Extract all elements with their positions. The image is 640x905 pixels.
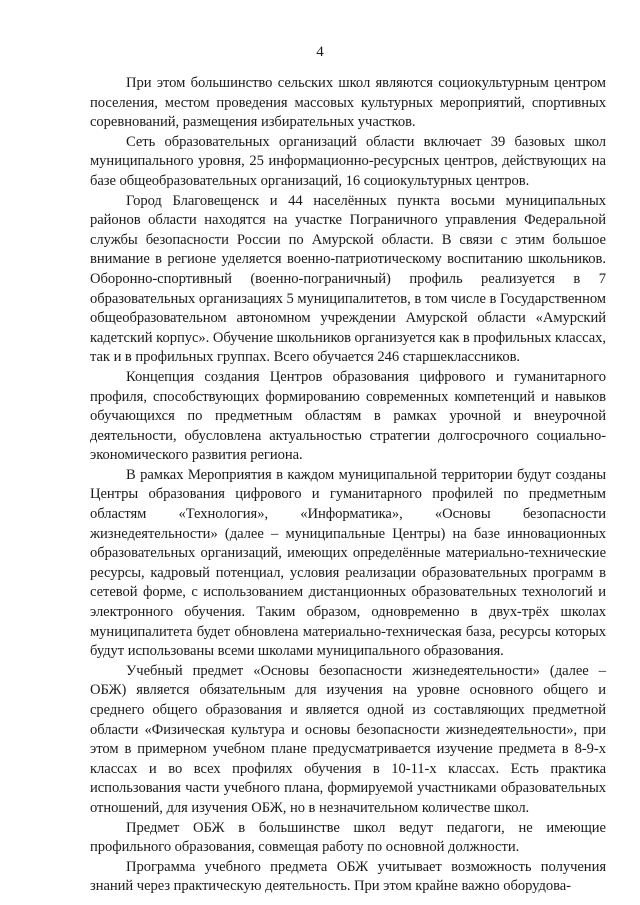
- paragraph: Учебный предмет «Основы безопасности жизнедеятельности» (далее – ОБЖ) является обязательным для изучения на уровне основного общего и среднего общего образования и является одной из составляющих предметной области «Физическая культура и основы безопасности жизнедеятельности», при этом в примерном учебном плане предусматривается изучение предмета в 8-9-х классах и во всех профилях обучения в 10-11-х классах. Есть практика использования части учебного плана, формируемой участниками образовательных отношений, для изучения ОБЖ, но в незначительном количестве школ.: [90, 662, 606, 816]
- paragraph: Предмет ОБЖ в большинстве школ ведут педагоги, не имеющие профильного образования, совмещая работу по основной должности.: [90, 819, 606, 856]
- paragraph: Программа учебного предмета ОБЖ учитывает возможность получения знаний через практическую деятельность. При этом крайне важно оборудова-: [90, 858, 606, 895]
- paragraph: В рамках Мероприятия в каждом муниципальной территории будут созданы Центры образования цифрового и гуманитарного профилей по предметным областям «Технология», «Информатика», «Основы безопасности жизнедеятельности» (далее – муниципальные Центры) на базе инновационных образовательных организаций, имеющих определённые материально-технические ресурсы, кадровый потенциал, условия реализации образовательных программ в сетевой форме, с использованием дистанционных образовательных технологий и электронного обучения. Таким образом, одновременно в двух-трёх школах муниципалитета будет обновлена материально-техническая база, ресурсы которых будут использованы всеми школами муниципального образования.: [90, 466, 606, 660]
- paragraph: При этом большинство сельских школ являются социокультурным центром поселения, местом проведения массовых культурных мероприятий, спортивных соревнований, размещения избирательных участков.: [90, 75, 606, 131]
- paragraph: Сеть образовательных организаций области включает 39 базовых школ муниципального уровня, 25 информационно-ресурсных центров, действующих на базе общеобразовательных организаций, 16 социокультурных центров.: [90, 133, 606, 189]
- paragraph: Город Благовещенск и 44 населённых пункта восьми муниципальных районов области находятся на участке Пограничного управления Федеральной службы безопасности России по Амурской области. В связи с этим большое внимание в регионе уделяется военно-патриотическому воспитанию школьников. Оборонно-спортивный (военно-пограничный) профиль реализуется в 7 образовательных организациях 5 муниципалитетов, в том числе в Государственном общеобразовательном автономном учреждении Амурской области «Амурский кадетский корпус». Обучение школьников организуется как в профильных классах, так и в профильных группах. Всего обучается 246 старшеклассников.: [90, 192, 606, 366]
- body-text: [90, 74, 606, 897]
- page-number: 4: [316, 44, 324, 60]
- paragraph: Концепция создания Центров образования цифрового и гуманитарного профиля, способствующих формированию современных компетенций и навыков обучающихся по предметным областям в рамках урочной и внеурочной деятельности, обусловлена актуальностью стратегии долгосрочного социально-экономического развития региона.: [90, 368, 606, 464]
